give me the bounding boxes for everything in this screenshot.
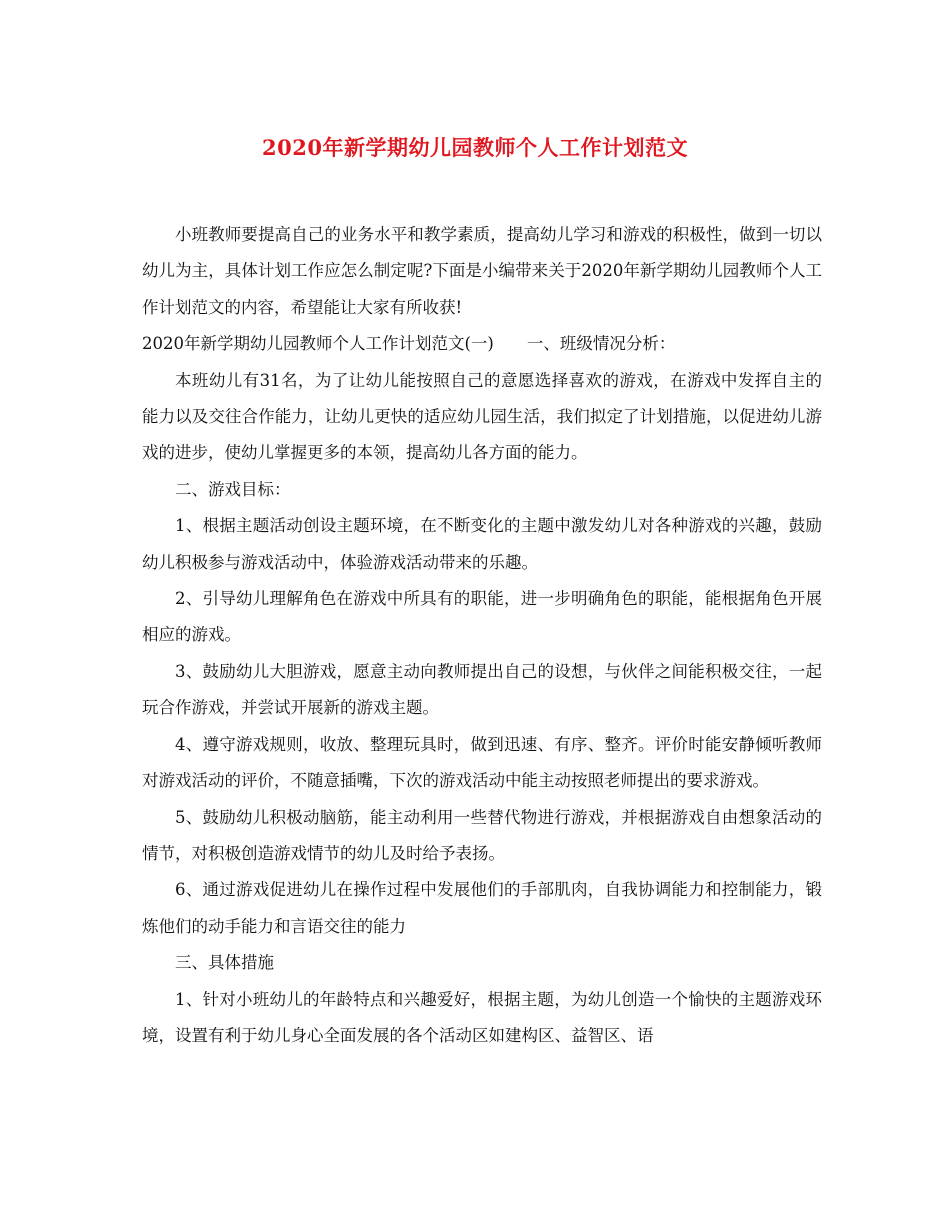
goal-item: 4、遵守游戏规则，收放、整理玩具时，做到迅速、有序、整齐。评价时能安静倾听教师对游戏活动的评价，不随意插嘴，下次的游戏活动中能主动按照老师提出的要求游戏。 [142,734,822,791]
goal-item: 5、鼓励幼儿积极动脑筋，能主动利用一些替代物进行游戏，并根据游戏自由想象活动的情节，对积极创造游戏情节的幼儿及时给予表扬。 [142,807,822,863]
section-heading: 二、游戏目标： [175,479,291,499]
document-body [142,217,822,1054]
measure-item: 1、针对小班幼儿的年龄特点和兴趣爱好，根据主题，为幼儿创造一个愉快的主题游戏环境，设置有利于幼儿身心全面发展的各个活动区如建构区、益智区、语 [142,989,822,1045]
goal-item: 2、引导幼儿理解角色在游戏中所具有的职能，进一步明确角色的职能，能根据角色开展相应的游戏。 [142,589,822,645]
goal-item: 6、通过游戏促进幼儿在操作过程中发展他们的手部肌肉，自我协调能力和控制能力，锻炼他们的动手能力和言语交往的能力 [142,880,822,936]
goal-item: 3、鼓励幼儿大胆游戏，愿意主动向教师提出自己的设想，与伙伴之间能积极交往，一起玩合作游戏，并尝试开展新的游戏主题。 [142,661,822,718]
document-title: 2020年新学期幼儿园教师个人工作计划范文 [262,135,688,160]
section-heading: 三、具体措施 [175,953,274,973]
goal-item: 1、根据主题活动创设主题环境，在不断变化的主题中激发幼儿对各种游戏的兴趣，鼓励幼儿积极参与游戏活动中，体验游戏活动带来的乐趣。 [142,516,822,572]
class-analysis-paragraph: 本班幼儿有31名，为了让幼儿能按照自己的意愿选择喜欢的游戏，在游戏中发挥自主的能力以及交往合作能力，让幼儿更快的适应幼儿园生活，我们拟定了计划措施，以促进幼儿游戏的进步，使幼儿掌握更多的本领，提高幼儿各方面的能力。 [142,370,822,463]
section-heading-line: 2020年新学期幼儿园教师个人工作计划范文(一) 一、班级情况分析： [142,334,676,354]
intro-paragraph: 小班教师要提高自己的业务水平和教学素质，提高幼儿学习和游戏的积极性，做到一切以幼儿为主，具体计划工作应怎么制定呢?下面是小编带来关于2020年新学期幼儿园教师个人工作计划范文的内容，希望能让大家有所收获! [142,225,822,317]
